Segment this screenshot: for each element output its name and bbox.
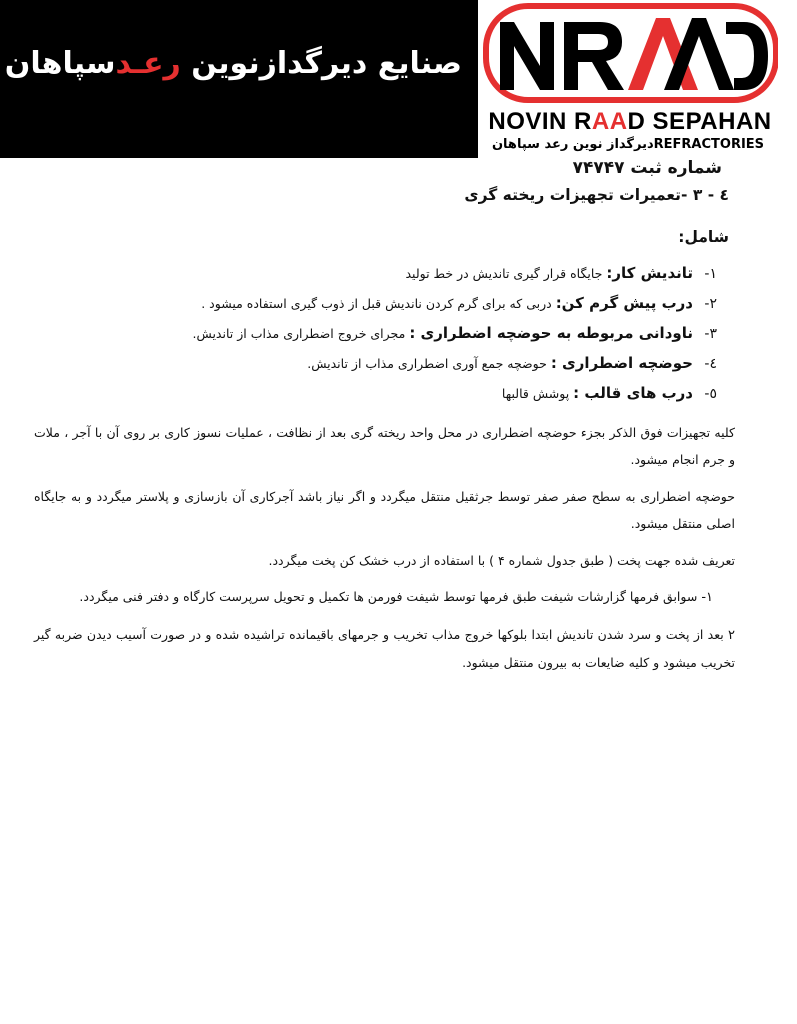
list-item xyxy=(34,264,735,282)
item-description: حوضچه جمع آوری اضطراری مذاب از تاندیش. xyxy=(307,356,547,371)
item-term: درب پیش گرم کن: xyxy=(555,294,693,312)
item-number: ٥- xyxy=(704,386,717,402)
item-term: درب های قالب : xyxy=(573,384,693,402)
paragraph-refractory-work: کلیه تجهیزات فوق الذکر بجزء حوضچه اضطراری در محل واحد ریخته گری بعد از نظافت ، عملیات نسوز کاری بر روی آن با آجر ، ملات و جرم انجام میشود. xyxy=(34,425,735,467)
list-item xyxy=(34,384,735,402)
item-description: مجرای خروج اضطراری مذاب از تاندیش. xyxy=(192,326,406,341)
paragraph-baking: تعریف شده جهت پخت ( طبق جدول شماره ۴ ) با استفاده از درب خشک کن پخت میگردد. xyxy=(268,552,735,568)
banner-title-part3: سپاهان xyxy=(4,46,116,81)
item-term: ناودانی مربوطه به حوضچه اضطراری : xyxy=(409,324,693,342)
company-name-title xyxy=(5,46,462,81)
logo-en-part1: NOVIN R xyxy=(488,108,592,135)
includes-label: شامل: xyxy=(678,228,729,246)
registration-number: شماره ثبت ۷۴۷۴۷ xyxy=(572,158,722,178)
item-description: دربی که برای گرم کردن ناندیش قبل از ذوب گیری استفاده میشود . xyxy=(201,296,552,311)
logo-en-accent: AA xyxy=(591,108,628,135)
logo-subtitle: دیرگداز نوین رعد سپاهانREFRACTORIES xyxy=(491,137,765,152)
list-item xyxy=(34,294,735,312)
list-item xyxy=(34,324,735,342)
banner-title-part1: صنایع دیرگدازنوین xyxy=(191,46,462,81)
item-description: جایگاه قرار گیری تاندیش در خط تولید xyxy=(405,266,603,281)
paragraph-number: ١- xyxy=(701,590,713,606)
item-number: ٢- xyxy=(704,296,717,312)
paragraph-text: سوابق فرمها گزارشات شیفت طبق فرمها توسط شیفت فورمن ها تکمیل و تحویل سرپرست کارگاه و دفتر فنی میگردد. xyxy=(79,589,698,605)
item-number: ٤- xyxy=(704,356,717,372)
item-number: ٣- xyxy=(704,326,717,342)
list-item xyxy=(34,354,735,372)
equipment-list xyxy=(34,264,735,402)
banner-title-accent: رعـد xyxy=(115,46,181,81)
item-term: تاندیش کار: xyxy=(606,264,693,282)
item-term: حوضچه اضطراری : xyxy=(550,354,693,372)
paragraph-number: ٢ xyxy=(728,628,736,644)
paragraph-emergency-pool: حوضچه اضطراری به سطح صفر صفر توسط جرثقیل منتقل میگردد و اگر نیاز باشد آجرکاری آن بازسازی و پلاستر میگردد و به جایگاه اصلی منتقل میشود. xyxy=(34,488,735,531)
paragraph-text: بعد از پخت و سرد شدن تاندیش ابتدا بلوکها خروج مذاب تخریب و جرمهای باقیمانده تراشیده شده و در صورت آسیب دیدن ضربه گیر تخریب میشود و کلیه ضایعات به بیرون منتقل میشود. xyxy=(34,627,735,671)
logo-en-part2: D SEPAHAN xyxy=(627,108,772,135)
item-description: پوشش قالبها xyxy=(501,386,570,401)
paragraph-shift-reports xyxy=(34,584,735,612)
paragraph-demolition xyxy=(34,622,735,677)
section-title: ٤ - ٣ -تعمیرات تجهیزات ریخته گری xyxy=(464,186,729,204)
header-banner xyxy=(0,0,478,158)
logo-english-name xyxy=(480,108,780,136)
document-body xyxy=(34,186,735,677)
nrad-logo-mark xyxy=(478,0,778,108)
company-logo xyxy=(478,0,797,158)
item-number: ١- xyxy=(704,266,717,282)
